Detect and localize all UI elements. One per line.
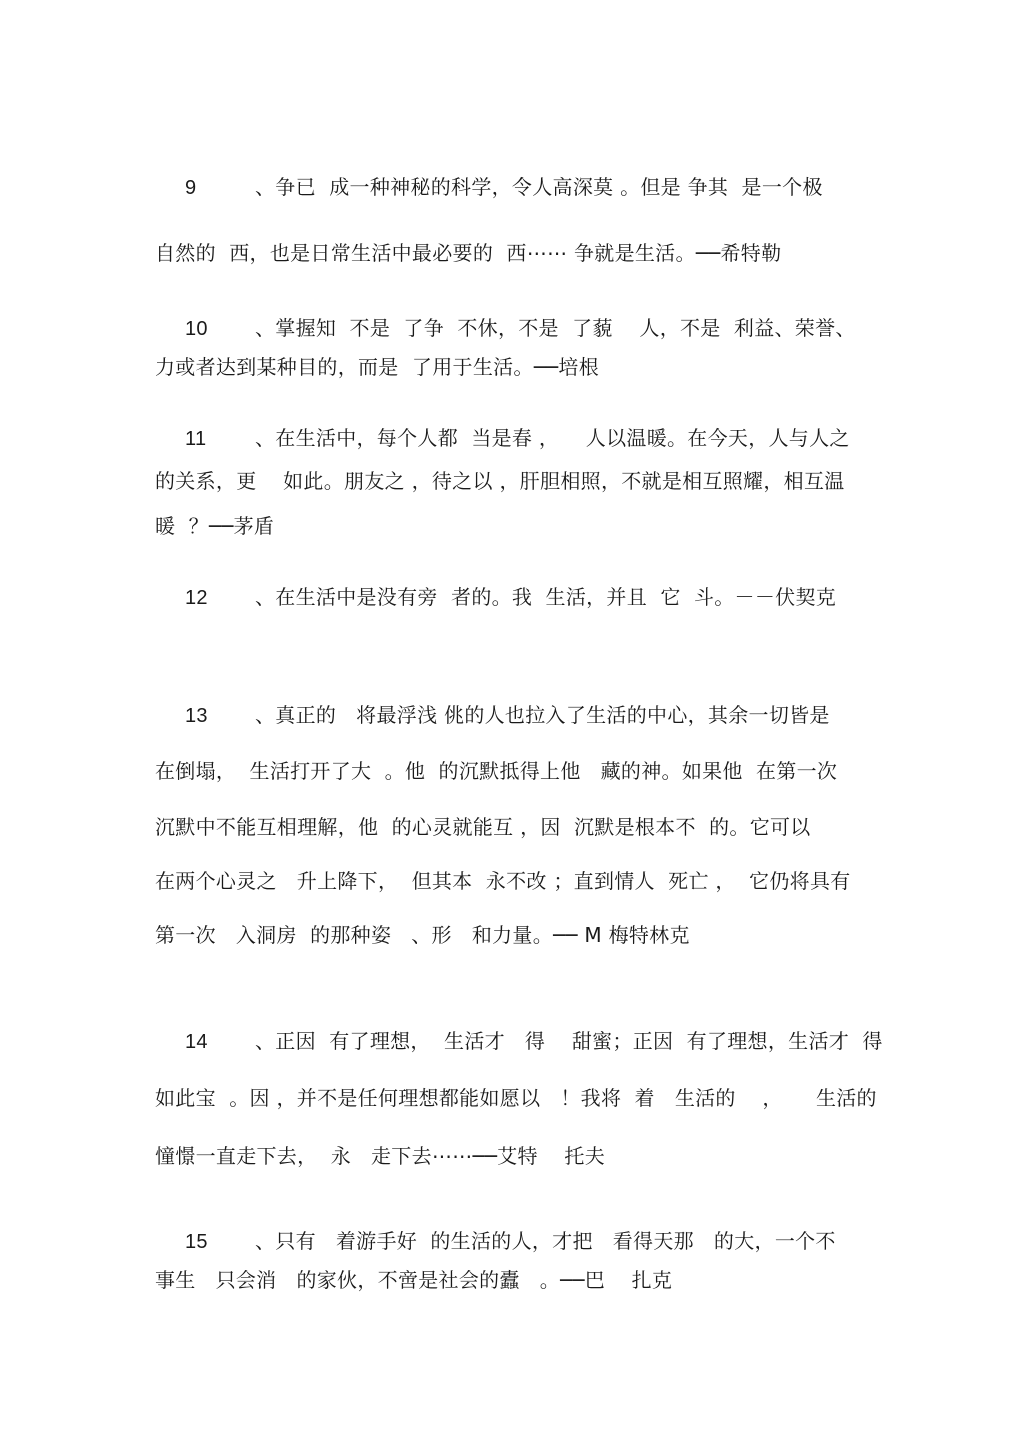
quote-text: 、争已 成一种神秘的科学，令人高深莫 。但是 争其 是一个极 (255, 175, 823, 199)
quote-13-line-4: 在两个心灵之 升上降下， 但其本 永不改 ；直到情人 死亡 ， 它仍将具有 (155, 869, 851, 893)
quote-12-line-1 (155, 585, 836, 610)
quote-text: 、掌握知 不是 了争 不休，不是 了藐 人，不是 利益、荣誉、 (255, 316, 856, 340)
quote-13-line-2: 在倒塌， 生活打开了大 。他 的沉默抵得上他 藏的神。如果他 在第一次 (155, 759, 838, 783)
quote-number: 10 (185, 318, 208, 340)
quote-14-line-2: 如此宝 。因 ，并不是任何理想都能如愿以 ！我将 着 生活的 ， 生活的 (155, 1086, 877, 1110)
quote-13-line-1 (155, 703, 830, 728)
quote-11-line-3: 暖 ？──茅盾 (155, 514, 275, 538)
quote-number: 11 (185, 428, 207, 450)
quote-number: 13 (185, 705, 208, 727)
quote-text: 、在生活中，每个人都 当是春 ， 人以温暖。在今天，人与人之 (255, 426, 850, 450)
quote-9-line-1 (155, 175, 823, 200)
quote-text: 、只有 着游手好 的生活的人，才把 看得天那 的大，一个不 (255, 1229, 836, 1253)
quote-14-line-1 (155, 1029, 883, 1054)
quote-13-line-3: 沉默中不能互相理解，他 的心灵就能互 ，因 沉默是根本不 的。它可以 (155, 815, 811, 839)
quote-text: 、真正的 将最浮浅 佻的人也拉入了生活的中心，其余一切皆是 (255, 703, 830, 727)
quote-10-line-1 (155, 316, 856, 341)
quote-number: 15 (185, 1231, 208, 1253)
quote-15-line-1 (155, 1229, 836, 1254)
quote-13-line-5: 第一次 入洞房 的那种姿 、形 和力量。── M 梅特林克 (155, 923, 690, 947)
quote-9-line-2: 自然的 西，也是日常生活中最必要的 西⋯⋯ 争就是生活。──希特勒 (155, 241, 782, 265)
quote-number: 12 (185, 587, 208, 609)
quote-14-line-3: 憧憬一直走下去， 永 走下去⋯⋯──艾特 托夫 (155, 1144, 605, 1168)
quote-text: 、正因 有了理想， 生活才 得 甜蜜；正因 有了理想，生活才 得 (255, 1029, 883, 1053)
quote-15-line-2: 事生 只会消 的家伙，不啻是社会的蠹 。──巴 扎克 (155, 1268, 673, 1292)
quote-11-line-2: 的关系，更 如此。朋友之 ，待之以 ，肝胆相照，不就是相互照耀，相互温 (155, 469, 845, 493)
quote-10-line-2: 力或者达到某种目的，而是 了用于生活。──培根 (155, 355, 599, 379)
quote-11-line-1 (155, 426, 850, 451)
quote-text: 、在生活中是没有旁 者的。我 生活，并且 它 斗。－－伏契克 (255, 585, 837, 609)
quote-number: 14 (185, 1031, 208, 1053)
quote-number: 9 (185, 177, 197, 199)
